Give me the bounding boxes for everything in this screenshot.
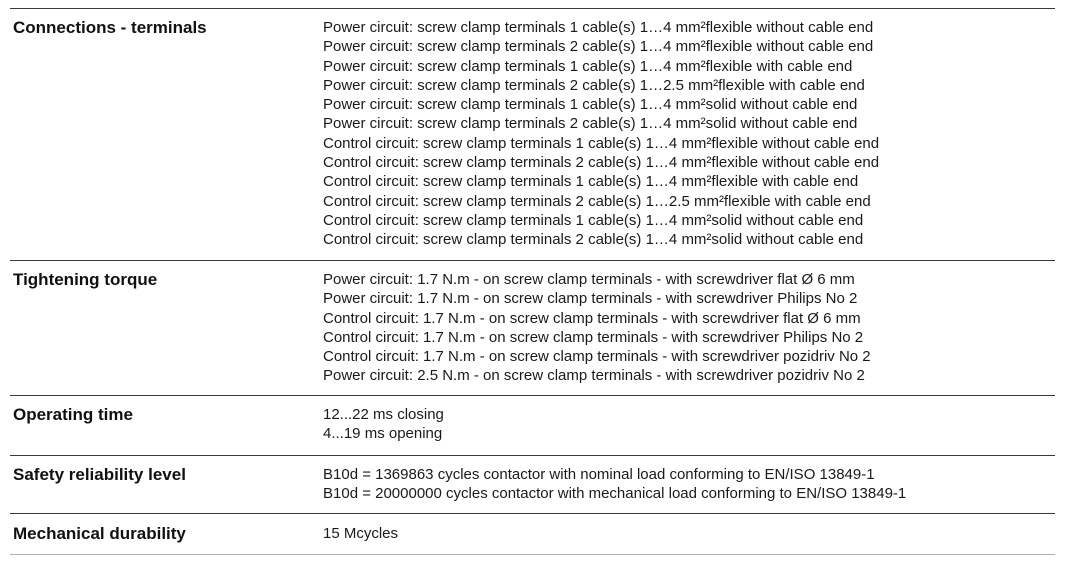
spec-row-operating-time bbox=[10, 395, 1055, 455]
spec-value-line: Power circuit: screw clamp terminals 1 cable(s) 1…4 mm²solid without cable end bbox=[323, 96, 858, 114]
spec-values bbox=[323, 465, 906, 504]
spec-value-line: Power circuit: 1.7 N.m - on screw clamp terminals - with screwdriver Philips No 2 bbox=[323, 290, 858, 308]
spec-value-line: Control circuit: screw clamp terminals 1 cable(s) 1…4 mm²flexible without cable end bbox=[323, 134, 880, 152]
spec-value-line: Control circuit: screw clamp terminals 2 cable(s) 1…2.5 mm²flexible with cable end bbox=[323, 192, 871, 210]
spec-row-safety-reliability-level bbox=[10, 455, 1055, 513]
spec-row-connections-terminals bbox=[10, 8, 1055, 260]
spec-value-line: Control circuit: screw clamp terminals 2 cable(s) 1…4 mm²solid without cable end bbox=[323, 231, 864, 249]
spec-value-line: Power circuit: 1.7 N.m - on screw clamp terminals - with screwdriver flat Ø 6 mm bbox=[323, 271, 855, 288]
spec-value-line: Control circuit: screw clamp terminals 2 cable(s) 1…4 mm²flexible without cable end bbox=[323, 154, 880, 172]
spec-value-line: B10d = 1369863 cycles contactor with nominal load conforming to EN/ISO 13849-1 bbox=[323, 466, 875, 483]
spec-value-line: Control circuit: 1.7 N.m - on screw clamp terminals - with screwdriver flat Ø 6 mm bbox=[323, 309, 861, 327]
spec-value-line: 12...22 ms closing bbox=[323, 406, 444, 423]
spec-value-line: Power circuit: screw clamp terminals 2 cable(s) 1…4 mm²flexible without cable end bbox=[323, 38, 874, 56]
spec-values bbox=[323, 405, 444, 444]
spec-value-line: Control circuit: 1.7 N.m - on screw clamp terminals - with screwdriver Philips No 2 bbox=[323, 328, 864, 346]
spec-row-mechanical-durability bbox=[10, 513, 1055, 555]
spec-value-line: Control circuit: 1.7 N.m - on screw clamp terminals - with screwdriver pozidriv No 2 bbox=[323, 348, 871, 366]
spec-table bbox=[10, 8, 1055, 555]
spec-value-line: 15 Mcycles bbox=[323, 525, 399, 542]
spec-values bbox=[323, 270, 871, 386]
spec-value-line: Power circuit: 2.5 N.m - on screw clamp terminals - with screwdriver pozidriv No 2 bbox=[323, 367, 865, 385]
spec-value-line: Power circuit: screw clamp terminals 2 cable(s) 1…2.5 mm²flexible with cable end bbox=[323, 76, 865, 94]
spec-value-line: Power circuit: screw clamp terminals 1 cable(s) 1…4 mm²flexible without cable end bbox=[323, 19, 874, 36]
spec-value-line: Control circuit: screw clamp terminals 1 cable(s) 1…4 mm²solid without cable end bbox=[323, 211, 864, 229]
spec-value-line: 4...19 ms opening bbox=[323, 425, 443, 443]
spec-values bbox=[323, 18, 879, 250]
spec-label: Safety reliability level bbox=[13, 465, 186, 484]
spec-values bbox=[323, 524, 398, 543]
spec-label: Tightening torque bbox=[13, 270, 158, 289]
spec-value-line: Control circuit: screw clamp terminals 1 cable(s) 1…4 mm²flexible with cable end bbox=[323, 173, 859, 191]
spec-value-line: Power circuit: screw clamp terminals 1 cable(s) 1…4 mm²flexible with cable end bbox=[323, 57, 853, 75]
spec-row-tightening-torque bbox=[10, 260, 1055, 395]
spec-value-line: Power circuit: screw clamp terminals 2 cable(s) 1…4 mm²solid without cable end bbox=[323, 115, 858, 133]
spec-label: Operating time bbox=[13, 405, 133, 424]
spec-value-line: B10d = 20000000 cycles contactor with mechanical load conforming to EN/ISO 13849-1 bbox=[323, 485, 907, 503]
spec-label: Mechanical durability bbox=[13, 524, 186, 543]
spec-label: Connections - terminals bbox=[13, 18, 207, 37]
